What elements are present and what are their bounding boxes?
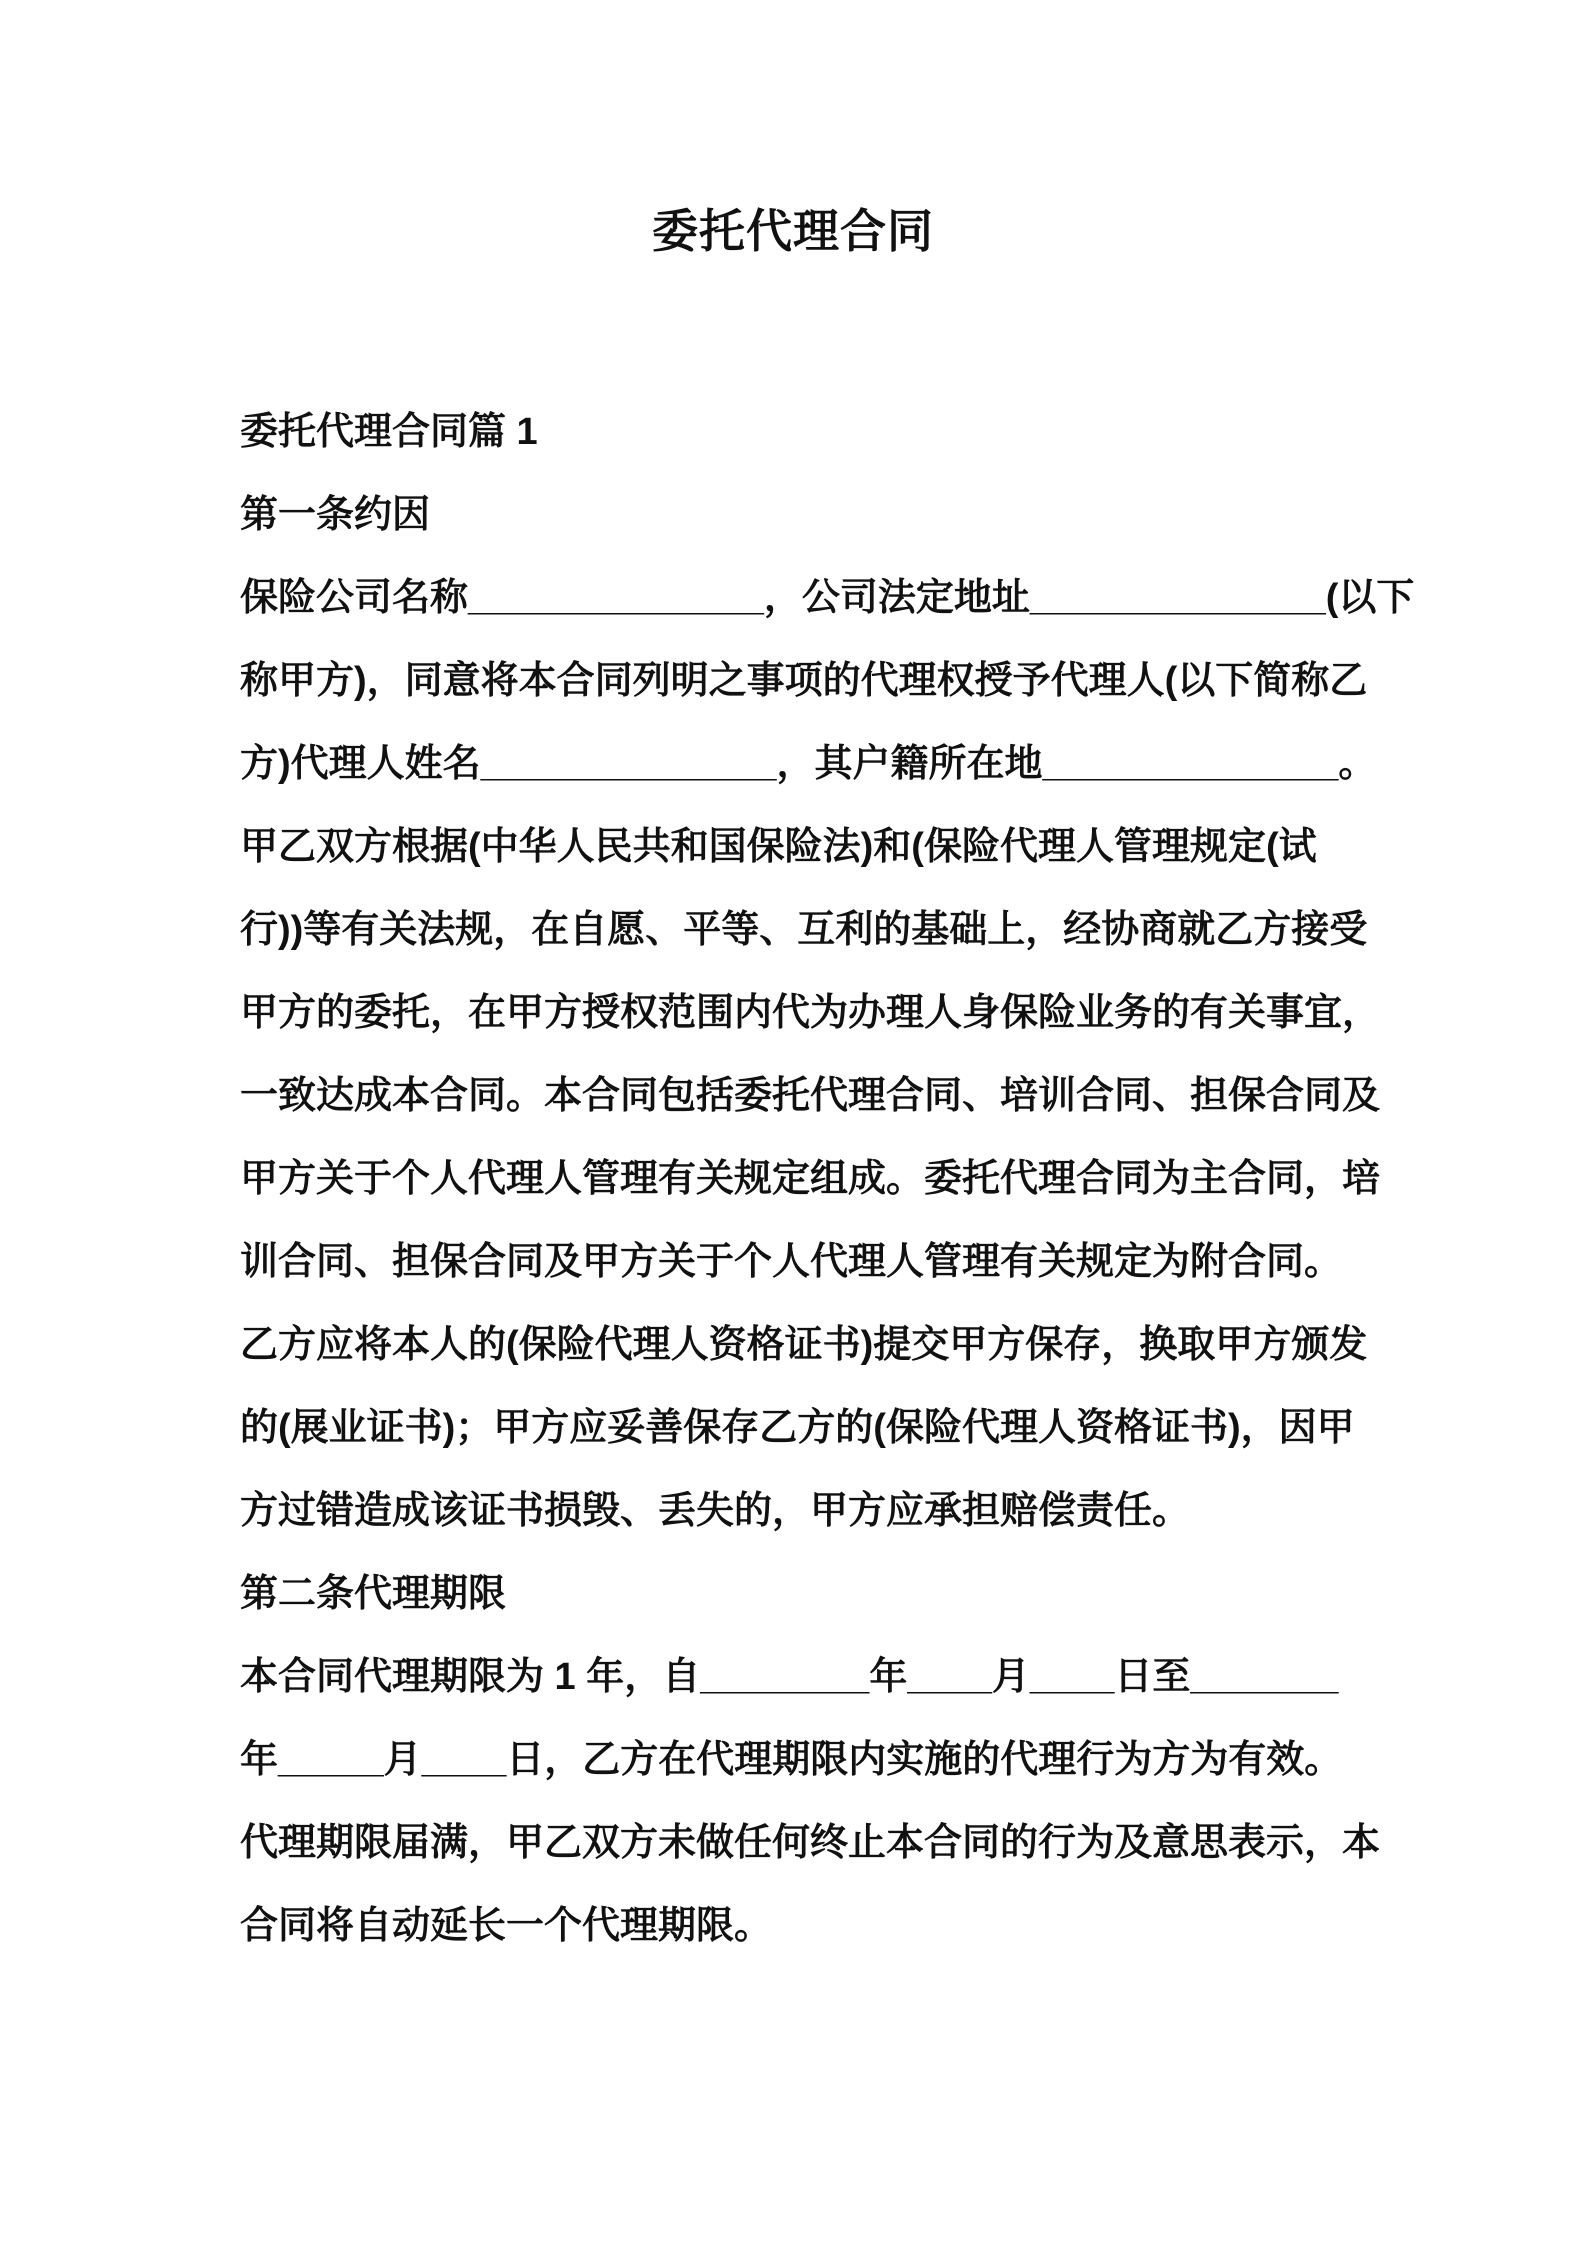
document-line: 乙方应将本人的(保险代理人资格证书)提交甲方保存，换取甲方颁发 [240,1324,1368,1366]
document-line: 保险公司名称______________，公司法定地址______________(以下 [240,577,1415,619]
document-body [240,391,1415,1968]
document-line: 甲方的委托，在甲方授权范围内代为办理人身保险业务的有关事宜， [240,992,1381,1034]
document-line: 方过错造成该证书损毁、丢失的，甲方应承担赔偿责任。 [240,1490,1191,1532]
document-line: 甲乙双方根据(中华人民共和国保险法)和(保险代理人管理规定(试 [240,826,1317,868]
document-line: 第一条约因 [240,494,431,536]
document-line: 称甲方)，同意将本合同列明之事项的代理权授予代理人(以下简称乙 [240,660,1368,702]
document-line: 年_____月____日，乙方在代理期限内实施的代理行为方为有效。 [240,1739,1343,1781]
document-line: 合同将自动延长一个代理期限。 [240,1905,773,1947]
document-line: 训合同、担保合同及甲方关于个人代理人管理有关规定为附合同。 [240,1241,1343,1283]
document-line: 第二条代理期限 [240,1573,507,1615]
document-line: 代理期限届满，甲乙双方未做任何终止本合同的行为及意思表示，本 [240,1822,1381,1864]
document-line: 行))等有关法规，在自愿、平等、互利的基础上，经协商就乙方接受 [240,909,1368,951]
document-title: 委托代理合同 [652,205,934,257]
document-line: 的(展业证书)；甲方应妥善保存乙方的(保险代理人资格证书)，因甲 [240,1407,1355,1449]
document-line: 委托代理合同篇 1 [240,411,538,453]
document-line: 甲方关于个人代理人管理有关规定组成。委托代理合同为主合同，培 [240,1158,1381,1200]
document-line: 方)代理人姓名______________，其户籍所在地______________。 [240,743,1377,785]
document-line: 本合同代理期限为 1 年，自________年____月____日至_______ [240,1656,1339,1698]
document-line: 一致达成本合同。本合同包括委托代理合同、培训合同、担保合同及 [240,1075,1381,1117]
